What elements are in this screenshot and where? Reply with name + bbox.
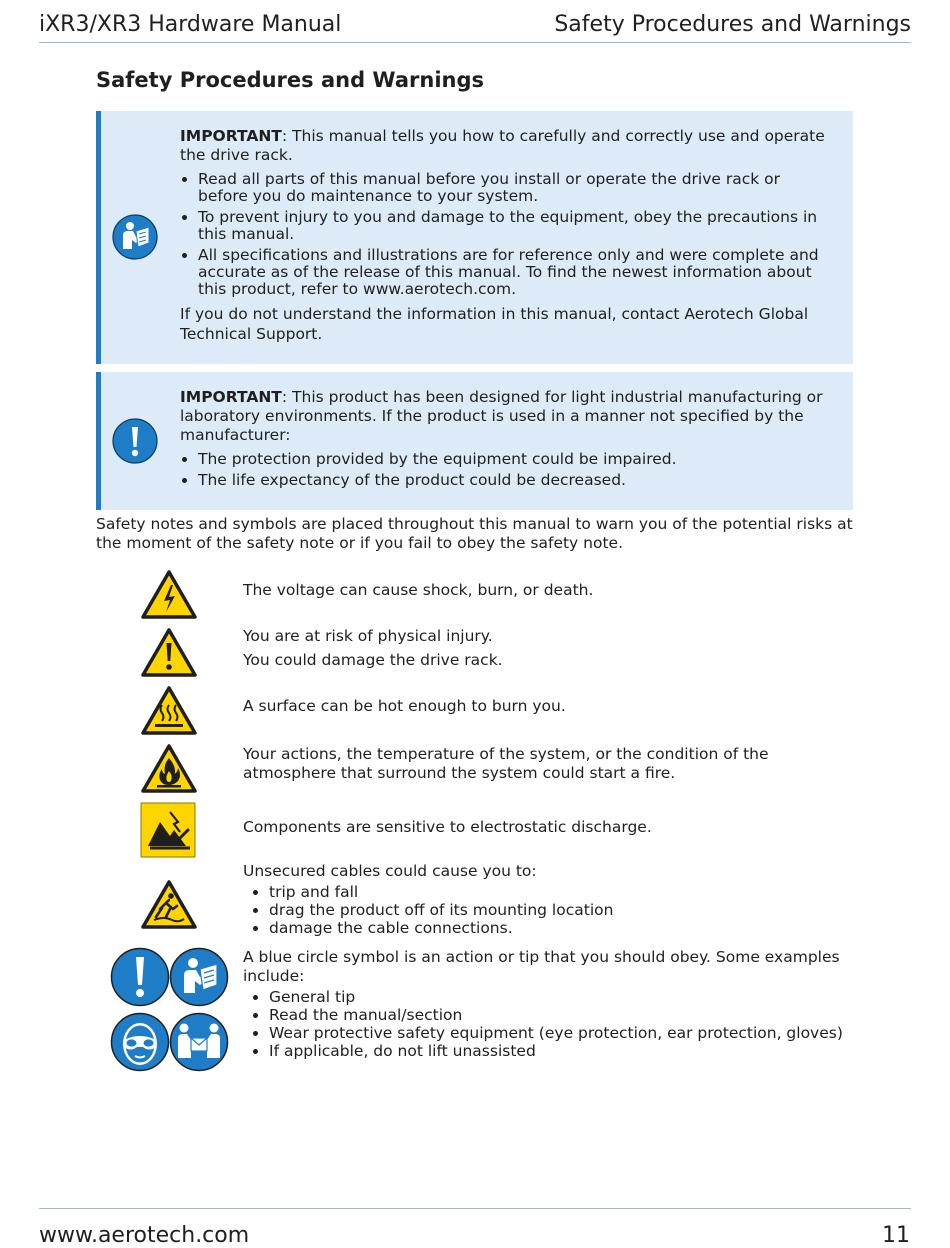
safety-intro-paragraph: Safety notes and symbols are placed throughout this manual to warn you of the potential risks at the moment of the safety note or if you fail to obey the safety note.: [96, 515, 853, 552]
notice-lead: [180, 388, 833, 445]
symbol-description-lead: A blue circle symbol is an action or tip that you should obey. Some examples include:: [243, 948, 840, 985]
hot-surface-warning-icon: [140, 685, 198, 736]
list-item: • Read the manual/section: [269, 1006, 855, 1024]
symbol-row-voltage: [96, 567, 856, 619]
symbol-description: [243, 862, 855, 937]
symbol-row-trip-hazard: [96, 862, 856, 942]
list-item: • The protection provided by the equipment could be impaired.: [198, 451, 833, 468]
list-item: • If applicable, do not lift unassisted: [269, 1042, 855, 1060]
header-manual-title: iXR3/XR3 Hardware Manual: [39, 12, 342, 37]
symbol-description: A surface can be hot enough to burn you.: [243, 697, 566, 715]
important-notice-manual: [96, 111, 853, 364]
symbol-description-lead: Unsecured cables could cause you to:: [243, 862, 537, 880]
general-warning-icon: [140, 627, 198, 678]
symbol-description: Components are sensitive to electrostatic discharge.: [243, 818, 652, 836]
symbol-description: Your actions, the temperature of the system, or the condition of the atmosphere that surround the system could start a fire.: [243, 745, 769, 782]
important-notice-environment: [96, 372, 853, 510]
symbol-description: [243, 948, 855, 1060]
list-item: • General tip: [269, 988, 855, 1006]
list-item: • trip and fall: [269, 883, 855, 901]
important-label: IMPORTANT: [180, 127, 282, 145]
symbol-description-line: You are at risk of physical injury.: [243, 627, 493, 645]
page-number: 11: [882, 1223, 910, 1248]
list-item: • Wear protective safety equipment (eye protection, ear protection, gloves): [269, 1024, 855, 1042]
footer-rule: [39, 1208, 911, 1210]
fire-warning-icon: [140, 743, 198, 794]
important-label: IMPORTANT: [180, 388, 282, 406]
notice-bullet-list: [180, 171, 833, 298]
list-item: • All specifications and illustrations are for reference only and were complete and accurate as of the release of this manual. To find the newest information about this product, refer to www.aerotech.com.: [198, 247, 833, 298]
symbol-row-esd: [96, 802, 856, 860]
symbol-row-hot-surface: [96, 683, 856, 735]
trip-hazard-warning-icon: [140, 879, 198, 930]
symbol-description: The voltage can cause shock, burn, or death.: [243, 581, 594, 599]
list-item: • drag the product off of its mounting location: [269, 901, 855, 919]
notice-lead-text: : This product has been designed for light industrial manufacturing or laboratory environments. If the product is used in a manner not specified by the manufacturer:: [180, 388, 823, 444]
symbol-row-blue-circle: [96, 948, 856, 1068]
notice-body: [180, 127, 833, 344]
page-title: Safety Procedures and Warnings: [96, 68, 485, 92]
symbol-bullet-list: [243, 988, 855, 1060]
header-section-title: Safety Procedures and Warnings: [554, 12, 911, 37]
read-manual-icon: [112, 214, 158, 260]
notice-bullet-list: [180, 451, 833, 489]
symbol-description-line: You could damage the drive rack.: [243, 651, 503, 669]
page-header: [39, 12, 911, 43]
symbol-bullet-list: [243, 883, 855, 937]
list-item: • damage the cable connections.: [269, 919, 855, 937]
list-item: • The life expectancy of the product could be decreased.: [198, 472, 833, 489]
notice-body: [180, 388, 833, 495]
list-item: • To prevent injury to you and damage to the equipment, obey the precautions in this manual.: [198, 209, 833, 243]
esd-warning-icon: [140, 802, 196, 858]
footer-website: www.aerotech.com: [39, 1223, 250, 1248]
notice-lead-text: : This manual tells you how to carefully and correctly use and operate the drive rack.: [180, 127, 825, 164]
notice-outro: If you do not understand the information in this manual, contact Aerotech Global Technical Support.: [180, 305, 809, 343]
symbol-row-fire: [96, 742, 856, 794]
symbol-description: [243, 627, 855, 670]
symbol-row-general: [96, 625, 856, 677]
exclamation-circle-icon: [112, 418, 158, 464]
list-item: • Read all parts of this manual before you install or operate the drive rack or before you do maintenance to your system.: [198, 171, 833, 205]
notice-lead: [180, 127, 833, 165]
electric-shock-warning-icon: [140, 569, 198, 620]
